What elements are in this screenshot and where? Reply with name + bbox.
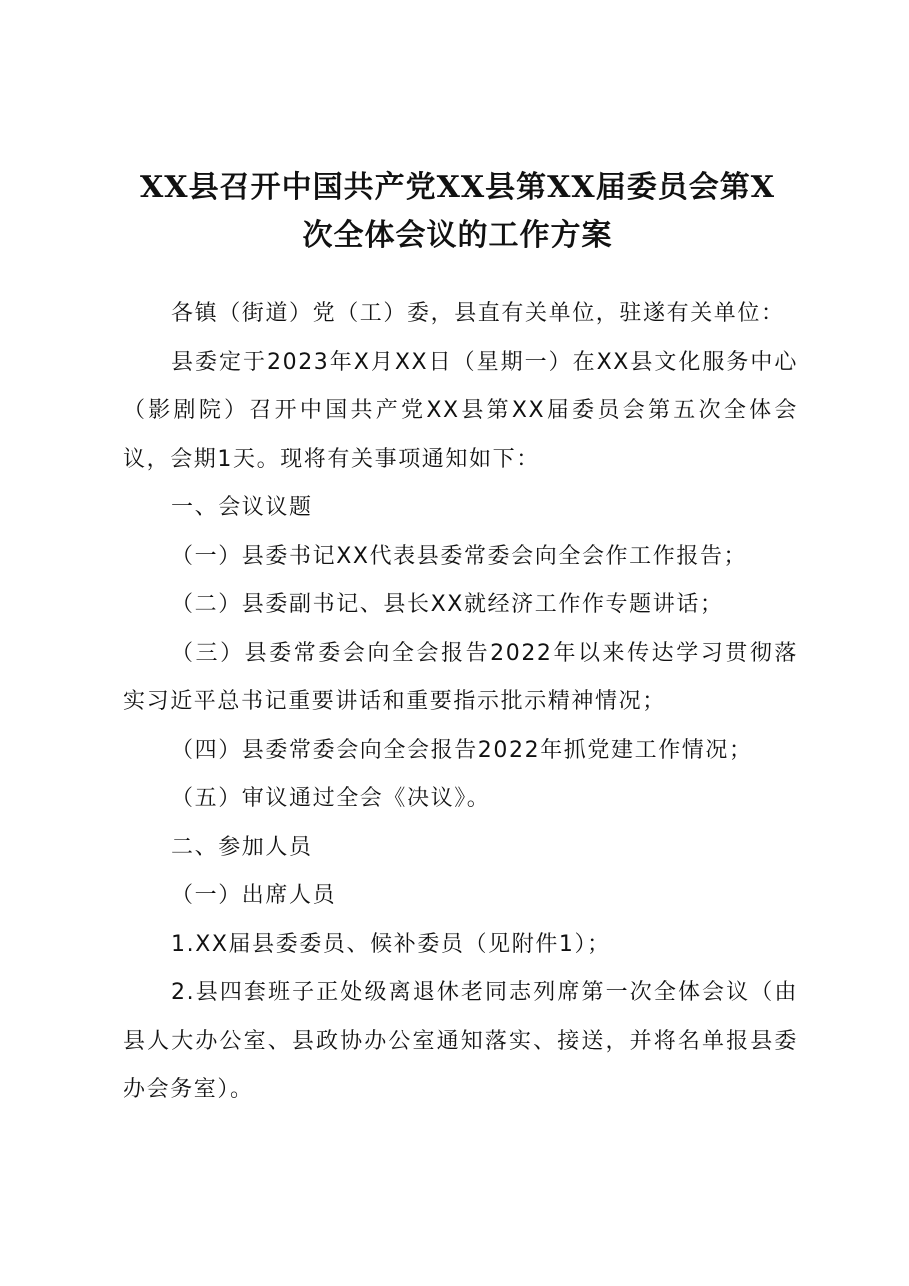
section-heading-agenda: 一、会议议题 [171, 495, 313, 520]
agenda-item: （三）县委常委会向全会报告2022年以来传达学习贯彻落实习近平总书记重要讲话和重要指示批示精神情况； [123, 640, 798, 714]
agenda-item: （五）审议通过全会《决议》。 [171, 786, 491, 811]
subsection-heading: （一）出席人员 [171, 883, 337, 908]
document-title-line-1: XX县召开中国共产党XX县第XX届委员会第X [140, 170, 775, 205]
document-title-line-2: 次全体会议的工作方案 [302, 218, 613, 253]
agenda-item: （四）县委常委会向全会报告2022年抓党建工作情况； [171, 737, 753, 763]
attendee-item: 2.县四套班子正处级离退休老同志列席第一次全体会议（由县人大办公室、县政协办公室通知落实、接送，并将名单报县委办会务室）。 [123, 980, 798, 1102]
agenda-item: （一）县委书记XX代表县委常委会向全会作工作报告； [171, 543, 748, 569]
agenda-item: （二）县委副书记、县长XX就经济工作作专题讲话； [171, 592, 724, 617]
salutation: 各镇（街道）党（工）委，县直有关单位，驻遂有关单位： [171, 301, 785, 326]
document-body [123, 290, 798, 1115]
attendee-item: 1.XX届县委委员、候补委员（见附件1）； [171, 931, 611, 957]
section-heading-attendees: 二、参加人员 [171, 834, 313, 860]
intro-paragraph: 县委定于2023年X月XX日（星期一）在XX县文化服务中心（影剧院）召开中国共产党XX县第XX届委员会第五次全体会议，会期1天。现将有关事项通知如下： [123, 349, 798, 472]
